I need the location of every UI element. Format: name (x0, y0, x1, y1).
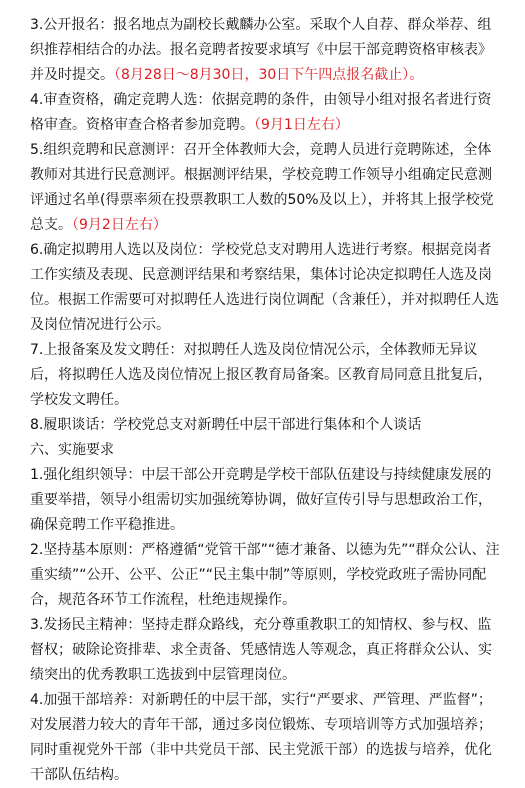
paragraph-principles (0, 538, 525, 613)
duty-talk-text: 8.履职谈话：学校党总支对新聘任中层干部进行集体和个人谈话 (30, 417, 422, 433)
principles-text: 2.坚持基本原则：严格遵循“党管干部”“德才兼备、以德为先”“群众公认、注重实绩”“公开、公平、公正”“民主集中制”等原则，学校党政班子需协同配合，规范各环节工作流程，杜绝违规操作。 (30, 542, 500, 608)
paragraph-candidate-selection (0, 238, 525, 338)
cadre-training-text: 4.加强干部培养：对新聘任的中层干部，实行“严要求、严管理、严监督”；对发展潜力较大的青年干部，通过多岗位锻炼、专项培训等方式加强培养；同时重视党外干部（非中共党员干部、民主党派干部）的选拔与培养，优化干部队伍结构。 (30, 692, 492, 783)
candidate-selection-text: 6.确定拟聘用人选以及岗位：学校党总支对聘用人选进行考察。根据竞岗者工作实绩及表现、民意测评结果和考察结果，集体讨论决定拟聘任人选及岗位。根据工作需要可对拟聘任人选进行岗位调配（含兼任），并对拟聘任人选及岗位情况进行公示。 (30, 242, 499, 333)
registration-text: 3.公开报名：报名地点为副校长戴麟办公室。采取个人自荐、群众举荐、组织推荐相结合的办法。报名竞聘者按要求填写《中层干部竞聘资格审核表》并及时提交。 (30, 17, 492, 83)
registration-deadline: （8月28日～8月30日，30日下午四点报名截止）。 (114, 67, 424, 83)
paragraph-registration (0, 13, 525, 88)
paragraph-cadre-training (0, 688, 525, 788)
paragraph-competition-evaluation (0, 138, 525, 238)
qualification-review-text: 4.审查资格，确定竞聘人选：依据竞聘的条件，由领导小组对报名者进行资格审查。资格审查合格者参加竞聘。 (30, 92, 492, 133)
filing-appointment-text: 7.上报备案及发文聘任：对拟聘任人选及岗位情况公示，全体教师无异议后，将拟聘任人选及岗位情况上报区教育局备案。区教育局同意且批复后，学校发文聘任。 (30, 342, 492, 408)
paragraph-democracy (0, 613, 525, 688)
section-heading-implementation (0, 438, 525, 463)
democracy-text: 3.发扬民主精神：坚持走群众路线，充分尊重教职工的知情权、参与权、监督权；破除论资排辈、求全责备、凭感情选人等观念，真正将群众公认、实绩突出的优秀教职工选拔到中层管理岗位。 (30, 617, 492, 683)
paragraph-filing-appointment (0, 338, 525, 413)
paragraph-duty-talk (0, 413, 525, 438)
leadership-text: 1.强化组织领导：中层干部公开竞聘是学校干部队伍建设与持续健康发展的重要举措，领导小组需切实加强统筹协调，做好宣传引导与思想政治工作，确保竞聘工作平稳推进。 (30, 467, 492, 533)
paragraph-leadership (0, 463, 525, 538)
qualification-review-date: （9月1日左右） (254, 117, 349, 133)
competition-evaluation-date: （9月2日左右） (72, 217, 167, 233)
paragraph-qualification-review (0, 88, 525, 138)
implementation-heading-text: 六、实施要求 (30, 442, 114, 458)
competition-evaluation-text: 5.组织竞聘和民意测评：召开全体教师大会，竞聘人员进行竞聘陈述，全体教师对其进行民意测评。根据测评结果，学校竞聘工作领导小组确定民意测评通过名单(得票率须在投票教职工人数的50%及以上），并将其上报学校党总支。 (30, 142, 494, 233)
